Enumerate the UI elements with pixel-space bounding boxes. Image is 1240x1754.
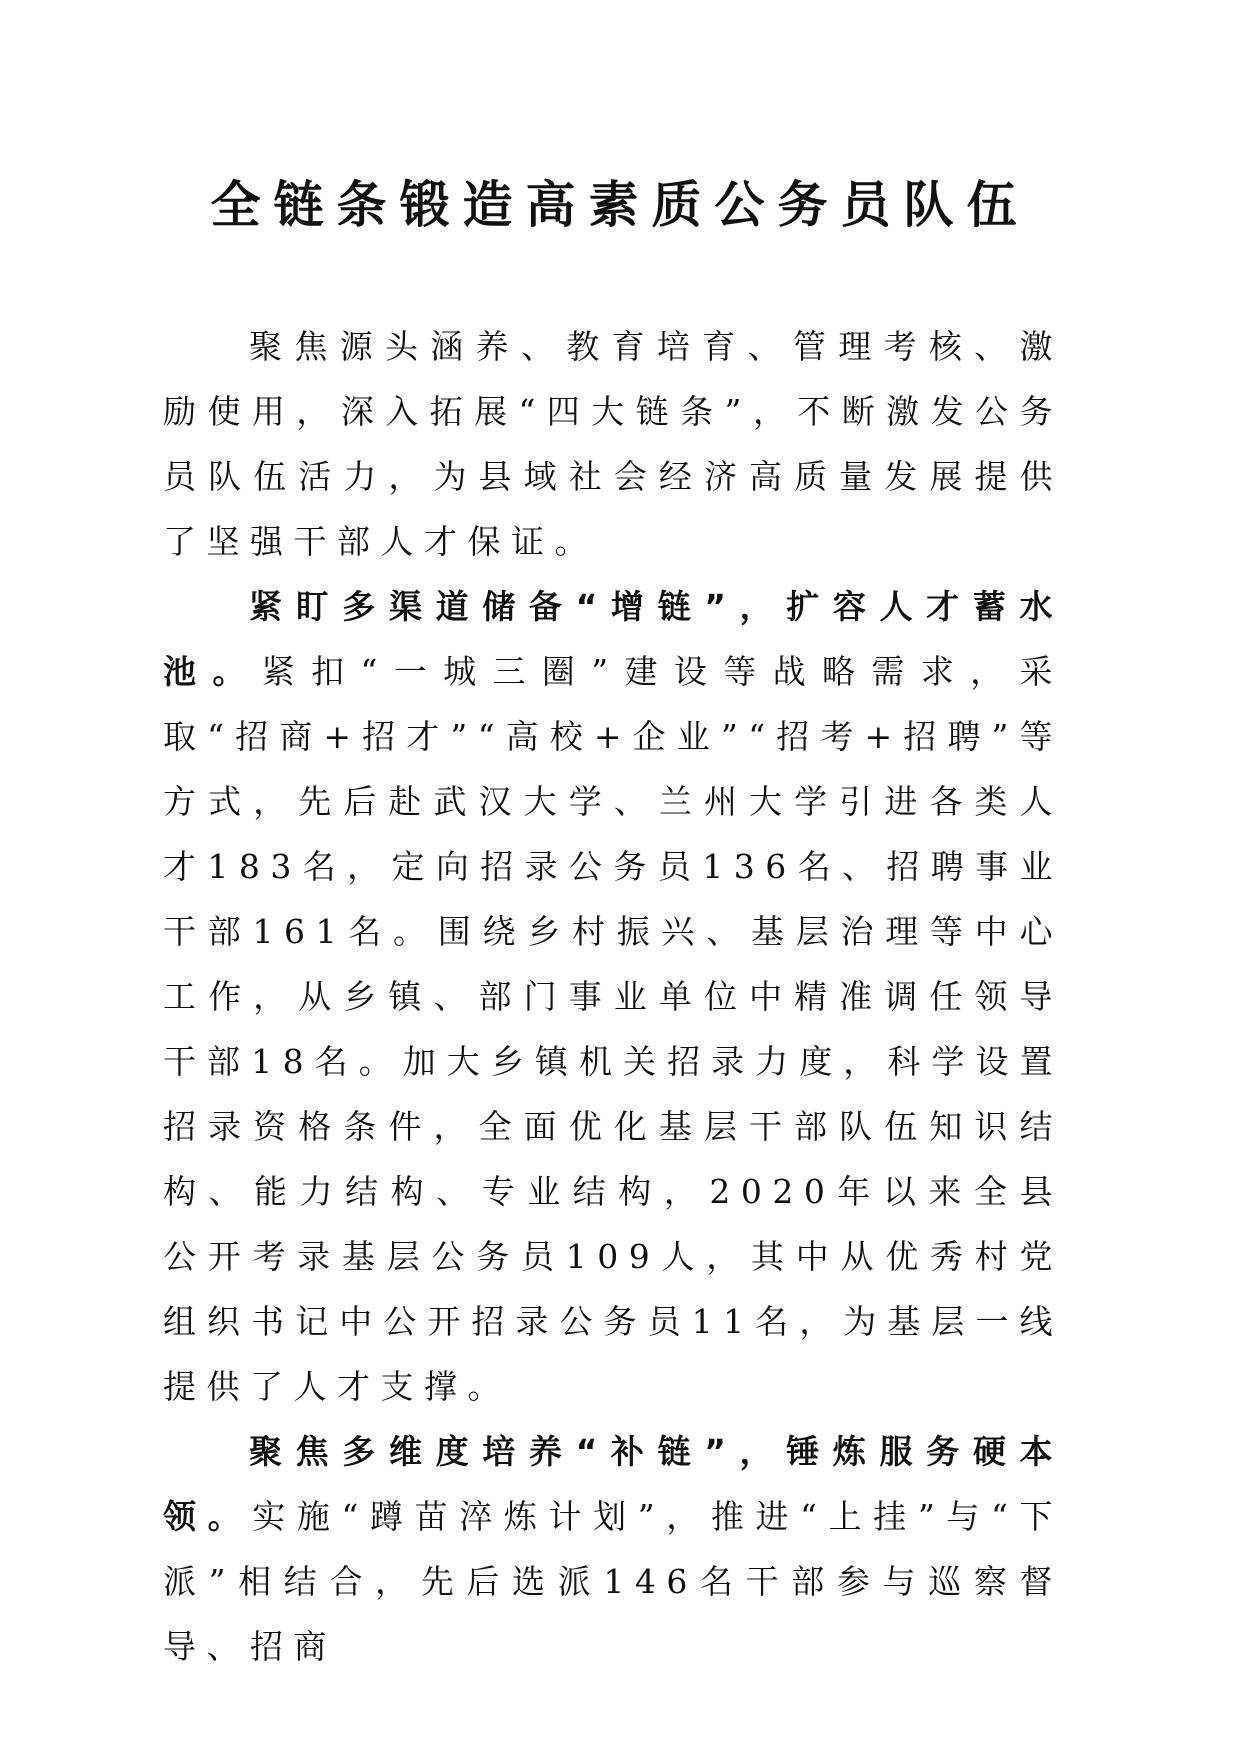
intro-paragraph: [163, 314, 1063, 574]
section-lead-heading: 紧盯多渠道储备“增链”，扩容人才蓄水池。: [163, 587, 1063, 691]
section-lead-heading: 聚焦多维度培养“补链”，锤炼服务硬本领。: [163, 1432, 1063, 1536]
article-body: [163, 314, 1063, 1679]
section-paragraph-text: 实施“蹲苗淬炼计划”，推进“上挂”与“下派”相结合，先后选派146名干部参与巡察督导、招商: [163, 1497, 1064, 1666]
section-paragraph-text: 紧扣“一城三圈”建设等战略需求，采取“招商+招才”“高校+企业”“招考+招聘”等方式，先后赴武汉大学、兰州大学引进各类人才183名，定向招录公务员136名、招聘事业干部161名。围绕乡村振兴、基层治理等中心工作，从乡镇、部门事业单位中精准调任领导干部18名。加大乡镇机关招录力度，科学设置招录资格条件，全面优化基层干部队伍知识结构、能力结构、专业结构，2020年以来全县公开考录基层公务员109人，其中从优秀村党组织书记中公开招录公务员11名，为基层一线提供了人才支撑。: [163, 652, 1063, 1406]
section-paragraph-training: [163, 1419, 1063, 1679]
page-title: 全链条锻造高素质公务员队伍: [210, 176, 1030, 234]
section-paragraph-talent-reserve: [163, 574, 1063, 1419]
intro-paragraph-text: 聚焦源头涵养、教育培育、管理考核、激励使用，深入拓展“四大链条”，不断激发公务员队伍活力，为县域社会经济高质量发展提供了坚强干部人才保证。: [163, 327, 1063, 561]
